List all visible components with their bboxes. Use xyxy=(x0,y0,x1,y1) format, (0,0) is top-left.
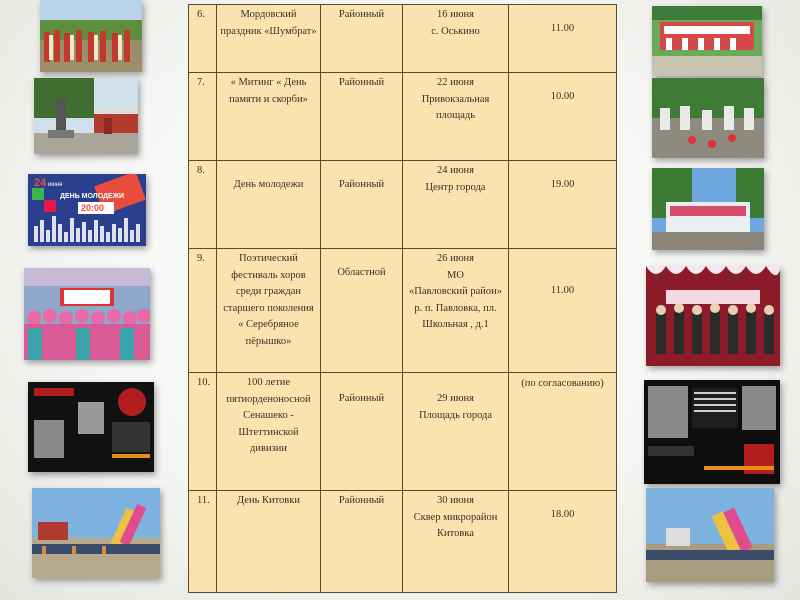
table-row xyxy=(189,249,617,373)
youth-poster-month: июня xyxy=(48,182,63,188)
event-time: 11.00 xyxy=(509,5,617,73)
place-line: 16 июня xyxy=(436,9,475,20)
event-name: 100 летие пятиорденоносной Сенашеко - Штеттинской дивизии xyxy=(217,373,321,491)
event-date-place xyxy=(403,73,509,161)
photo-youth-day-stage xyxy=(652,168,764,250)
place-line: Сквер микрорайон xyxy=(413,511,498,523)
table-row xyxy=(189,5,617,73)
photo-youth-day-poster xyxy=(28,174,146,246)
place-line: 22 июня xyxy=(436,77,475,88)
event-date-place xyxy=(403,373,509,491)
place-line: «Павловский район» xyxy=(409,286,502,297)
table-row xyxy=(189,373,617,491)
place-line: площадь xyxy=(436,110,475,121)
place-line: 30 июня xyxy=(436,495,475,506)
place-line: 26 июня xyxy=(436,253,475,264)
photo-mordovian-festival xyxy=(40,0,142,72)
event-date-place xyxy=(403,5,509,73)
photo-award-ceremony xyxy=(646,266,780,366)
event-level: Районный xyxy=(321,373,403,491)
youth-poster-title: ДЕНЬ МОЛОДЕЖИ xyxy=(60,193,125,200)
place-line: 24 июня xyxy=(436,165,475,176)
place-line: р. п. Павловка, пл. Школьная , д.1 xyxy=(414,302,497,330)
table-row xyxy=(189,491,617,593)
event-date-place xyxy=(403,249,509,373)
youth-poster-time: 20:00 xyxy=(81,203,105,213)
place-line: с. Оськино xyxy=(431,25,480,37)
row-number: 7. xyxy=(189,73,217,161)
event-name: Поэтический фестиваль хоров среди граждан старшего поколения « Серебряное пёрышко» xyxy=(217,249,321,373)
youth-poster-date: 24 xyxy=(34,177,47,189)
event-time: 19.00 xyxy=(509,161,617,249)
table-row xyxy=(189,73,617,161)
table-row xyxy=(189,161,617,249)
event-level: Районный xyxy=(321,491,403,593)
event-time: 18.00 xyxy=(509,491,617,593)
event-time: 10.00 xyxy=(509,73,617,161)
event-name: Мордовский праздник «Шумбрат» xyxy=(217,5,321,73)
photo-division-anniversary-left xyxy=(28,382,154,472)
place-line: Центр города xyxy=(425,181,486,193)
event-date-place xyxy=(403,491,509,593)
schedule-table-wrap xyxy=(188,4,616,592)
photo-choir-festival xyxy=(24,268,150,360)
event-level: Районный xyxy=(321,73,403,161)
row-number: 11. xyxy=(189,491,217,593)
event-date-place xyxy=(403,161,509,249)
event-time: (по согласованию) xyxy=(509,373,617,491)
row-number: 10. xyxy=(189,373,217,491)
event-time: 11.00 xyxy=(509,249,617,373)
place-line: Китовка xyxy=(437,528,474,539)
photo-kitovka-day-left xyxy=(32,488,160,578)
place-line: МО xyxy=(447,269,464,281)
row-number: 9. xyxy=(189,249,217,373)
row-number: 8. xyxy=(189,161,217,249)
event-name: « Митинг « День памяти и скорби» xyxy=(217,73,321,161)
row-number: 6. xyxy=(189,5,217,73)
photo-memorial-monument xyxy=(34,78,138,154)
event-level: Районный xyxy=(321,161,403,249)
place-line: Площадь города xyxy=(418,409,493,421)
photo-festival-stage xyxy=(652,6,762,76)
event-level: Районный xyxy=(321,5,403,73)
photo-kitovka-day-right xyxy=(646,488,774,582)
event-name: День молодежи xyxy=(217,161,321,249)
event-level: Областной xyxy=(321,249,403,373)
place-line: 29 июня xyxy=(436,393,475,404)
place-line: Привокзальная xyxy=(421,93,490,105)
photo-memorial-crowd xyxy=(652,78,764,158)
schedule-table xyxy=(188,4,617,593)
photo-division-anniversary-right xyxy=(644,380,780,484)
event-name: День Китовки xyxy=(217,491,321,593)
